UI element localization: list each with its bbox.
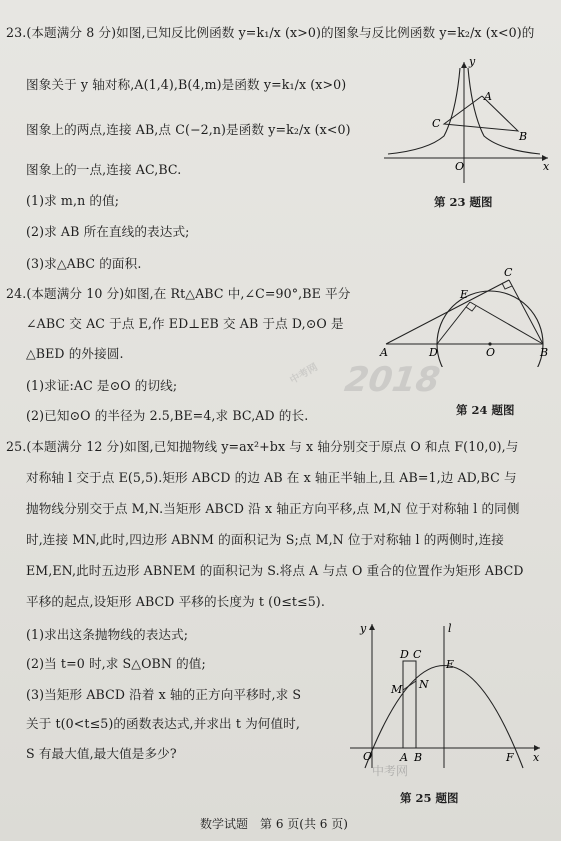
q25-label-l: l [448,622,452,635]
q23-label-y: y [469,58,476,68]
q24-label-d: D [429,346,438,359]
q24-figure [378,262,558,367]
q23-line3: 图象上的两点,连接 AB,点 C(−2,n)是函数 y=k₂/x (x<0) [26,122,351,137]
q25-label-a: A [400,751,408,764]
q23-line1: 23.(本题满分 8 分)如图,已知反比例函数 y=k₁/x (x>0)的图象与反比例函数 y=k₂/x (x<0)的 [6,25,535,40]
q25-label-c: C [413,648,422,661]
q24-label-e: E [460,288,469,301]
q23-label-o: O [455,160,465,173]
q23-question-2: (2)求 AB 所在直线的表达式; [26,224,190,239]
q24-caption: 第 24 题图 [456,403,515,417]
q25-line2: 对称轴 l 交于点 E(5,5).矩形 ABCD 的边 AB 在 x 轴正半轴上,且 AB=1,边 AD,BC 与 [26,470,517,485]
q24-line2: ∠ABC 交 AC 于点 E,作 ED⊥EB 交 AB 于点 D,⊙O 是 [26,316,344,331]
q25-question-2: (2)当 t=0 时,求 S△OBN 的值; [26,656,206,671]
q24-line1: 24.(本题满分 10 分)如图,在 Rt△ABC 中,∠C=90°,BE 平分 [6,286,351,301]
q25-label-e: E [446,658,455,671]
q25-question-3c: S 有最大值,最大值是多少? [26,746,177,761]
q23-question-1: (1)求 m,n 的值; [26,193,120,208]
q23-question-3: (3)求△ABC 的面积. [26,256,142,271]
q23-caption: 第 23 题图 [434,195,493,209]
q24-label-c: C [504,266,513,279]
q24-label-o: O [486,346,496,359]
q25-line1: 25.(本题满分 12 分)如图,已知抛物线 y=ax²+bx 与 x 轴分别交于原点 O 和点 F(10,0),与 [6,439,519,454]
q24-question-1: (1)求证:AC 是⊙O 的切线; [26,378,178,393]
q25-line3: 抛物线分别交于点 M,N.当矩形 ABCD 沿 x 轴正方向平移,点 M,N 位于对称轴 l 的同侧 [26,501,520,516]
q23-line2: 图象关于 y 轴对称,A(1,4),B(4,m)是函数 y=k₁/x (x>0) [26,77,347,92]
q25-label-b: B [414,751,423,764]
q25-line5: EM,EN,此时五边形 ABNEM 的面积记为 S.将点 A 与点 O 重合的位置作为矩形 ABCD [26,563,524,578]
q25-caption: 第 25 题图 [400,791,459,805]
q25-label-o: O [363,750,373,763]
q23-label-b: B [519,130,528,143]
q25-label-m: M [391,683,403,696]
q24-line3: △BED 的外接圆. [26,346,124,361]
q23-label-c: C [432,117,441,130]
q25-line4: 时,连接 MN,此时,四边形 ABNM 的面积记为 S;点 M,N 位于对称轴 l 的两侧时,连接 [26,532,504,547]
q25-line6: 平移的起点,设矩形 ABCD 平移的长度为 t (0≤t≤5). [26,594,325,609]
q24-question-2: (2)已知⊙O 的半径为 2.5,BE=4,求 BC,AD 的长. [26,408,309,423]
watermark-zhongkaowang-bottom: 中考网 [372,764,409,778]
q25-label-d: D [400,648,409,661]
q25-question-3b: 关于 t(0<t≤5)的函数表达式,并求出 t 为何值时, [26,716,300,731]
q23-line4: 图象上的一点,连接 AC,BC. [26,162,182,177]
q25-label-n: N [419,678,429,691]
watermark-zhongkaowang: 中考网 [288,361,320,387]
q23-label-x: x [543,160,550,173]
q23-figure [380,58,555,188]
q25-label-y: y [360,622,367,635]
q25-question-1: (1)求出这条抛物线的表达式; [26,627,189,642]
q25-figure [350,618,550,770]
q24-label-b: B [540,346,549,359]
q25-question-3a: (3)当矩形 ABCD 沿着 x 轴的正方向平移时,求 S [26,687,302,702]
page-footer: 数学试题 第 6 页(共 6 页) [200,817,348,831]
watermark-2018: 2018 [342,360,443,400]
q25-label-f: F [506,751,514,764]
q25-label-x: x [533,751,540,764]
q23-label-a: A [484,90,492,103]
q24-label-a: A [380,346,388,359]
